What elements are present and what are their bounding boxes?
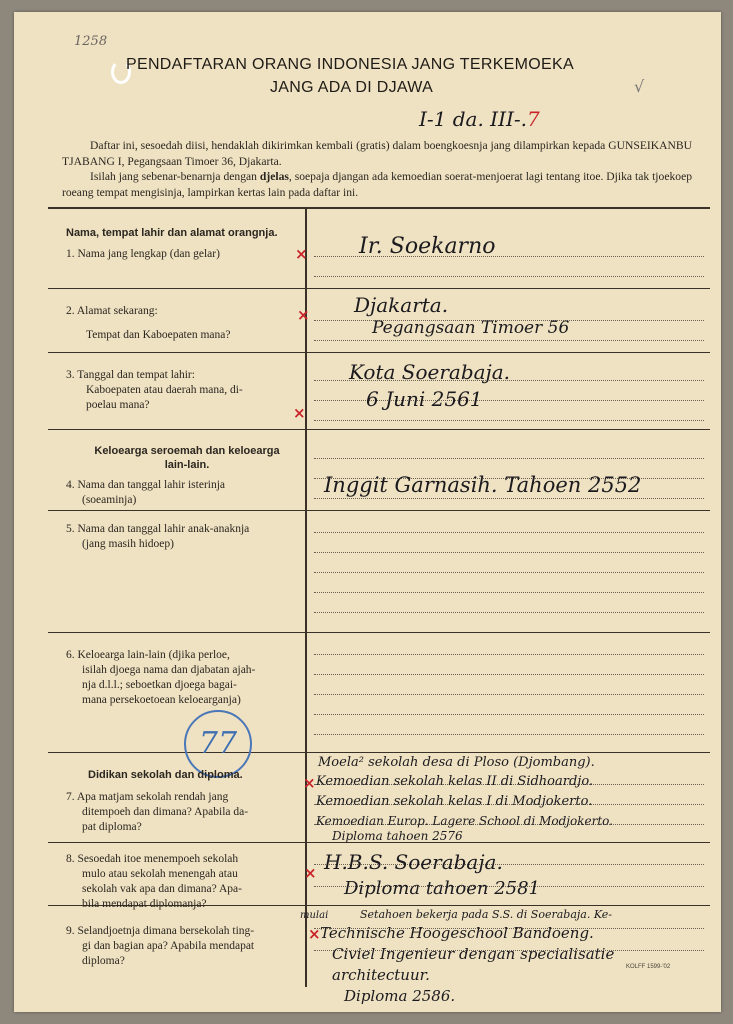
red-x-mark: × (308, 925, 321, 943)
answer-8-diploma: Diploma tahoen 2581 (344, 878, 540, 899)
form-page (14, 12, 721, 1012)
answer-line (314, 420, 704, 421)
check-mark: √ (634, 77, 645, 96)
question-3-label: 3. Tanggal dan tempat lahir: (66, 369, 195, 381)
answer-line (314, 552, 704, 553)
answer-7-line-2: Kemoedian sekolah kelas II di Sidhoardjo. (316, 774, 594, 789)
question-4-label: 4. Nama dan tanggal lahir isterinja (66, 479, 226, 491)
reference-number: I-1 da. III-.7 (419, 107, 540, 131)
question-9-sublabel: gi dan bagian apa? Apabila mendapat (82, 940, 255, 952)
answer-line (314, 694, 704, 695)
answer-line (314, 734, 704, 735)
answer-line (314, 458, 704, 459)
answer-9-line-3: Civiel Ingenieur dengan specialisatie (332, 945, 615, 963)
question-8-label: 8. Sesoedah itoe menempoeh sekolah (66, 853, 239, 865)
question-8-sublabel: mulo atau sekolah menengah atau (82, 868, 238, 880)
question-2-label: 2. Alamat sekarang: (66, 305, 158, 317)
row-rule (48, 510, 710, 511)
corner-note: 1258 (74, 34, 108, 49)
question-6-sublabel-3: mana persekoetoean keloearganja) (82, 694, 241, 706)
red-x-mark: × (297, 306, 310, 324)
question-6-label: 6. Keloearga lain-lain (djika perloe, (66, 649, 230, 661)
answer-line (314, 498, 704, 499)
intro-paragraph-2: Isilah jang sebenar-benarnja dengan djelas, soepaja djangan ada kemoedian soerat-menjoerat lagi tentang itoe. Djika tak tjoekoep roeang tempat mengisinja, lampirkan kertas lain pada daftar ini. (62, 170, 693, 199)
question-9-sublabel-2: diploma? (82, 955, 125, 967)
answer-9-line-4: architectuur. (332, 966, 430, 984)
question-9-label: 9. Selandjoetnja dimana bersekolah ting- (66, 925, 255, 937)
row-rule (48, 429, 710, 430)
red-x-mark: × (295, 245, 308, 263)
answer-9-line-2: Technische Hoogeschool Bandoeng. (320, 924, 594, 942)
section-heading-identity: Nama, tempat lahir dan alamat orangnja. (66, 227, 278, 239)
section-heading-education: Didikan sekolah dan diploma. (88, 769, 243, 781)
answer-line (314, 612, 704, 613)
section-heading-family-2: lain-lain. (164, 459, 210, 471)
table-top-rule (48, 207, 710, 209)
question-7-label: 7. Apa matjam sekolah rendah jang (66, 791, 229, 803)
row-rule (48, 752, 710, 753)
answer-7-line-1: Moela² sekolah desa di Ploso (Djombang). (318, 755, 595, 770)
answer-3-birthdate: 6 Juni 2561 (366, 387, 483, 411)
question-8-sublabel-3: bila mendapat diplomanja? (82, 898, 207, 910)
answer-7-line-4: Kemoedian Europ. Lagere School di Modjokerto. (316, 814, 613, 828)
answer-3-birthplace: Kota Soerabaja. (349, 360, 511, 384)
red-x-mark: × (303, 774, 316, 792)
question-3-sublabel-2: poelau mana? (86, 399, 150, 411)
question-1-label: 1. Nama jang lengkap (dan gelar) (66, 248, 220, 260)
intro-paragraph: Daftar ini, sesoedah diisi, hendaklah dikirimkan kembali (gratis) dalam boengkoesnja jang dilampirkan kepada GUNSEIKANBU TJABANG I, Pegangsaan Timoer 36, Djakarta. (62, 139, 692, 168)
answer-line (314, 340, 704, 341)
answer-7-line-3: Kemoedian sekolah kelas I di Modjokerto. (316, 794, 593, 809)
question-7-sublabel-2: pat diploma? (82, 821, 142, 833)
question-4-sublabel: (soeaminja) (82, 494, 137, 506)
answer-7-line-5: Diploma tahoen 2576 (332, 829, 463, 843)
title-line-1: PENDAFTARAN ORANG INDONESIA JANG TERKEMOEKA (126, 56, 574, 73)
question-5-sublabel: (jang masih hidoep) (82, 538, 174, 550)
red-x-mark: × (293, 404, 306, 422)
answer-9-line-5: Diploma 2586. (344, 987, 456, 1005)
question-5-label: 5. Nama dan tanggal lahir anak-anaknja (66, 523, 250, 535)
answer-line (314, 532, 704, 533)
answer-1-full-name: Ir. Soekarno (359, 234, 496, 259)
question-7-sublabel: ditempoeh dan dimana? Apabila da- (82, 806, 249, 818)
blue-pencil-stamp: 77 (184, 710, 252, 778)
row-rule (48, 632, 710, 633)
answer-line (314, 572, 704, 573)
answer-8-school: H.B.S. Soerabaja. (324, 850, 503, 874)
answer-4-spouse: Inggit Garnasih. Tahoen 2552 (324, 473, 642, 497)
answer-2-city: Djakarta. (354, 293, 449, 317)
answer-line (314, 714, 704, 715)
row-rule (48, 288, 710, 289)
row-rule (48, 352, 710, 353)
printer-mark: KOLFF 1599-'02 (626, 964, 671, 970)
answer-2-street: Pegangsaan Timoer 56 (372, 318, 570, 338)
answer-line (314, 654, 704, 655)
answer-line (314, 276, 704, 277)
question-2-sublabel: Tempat dan Kaboepaten mana? (86, 329, 231, 341)
section-heading-family: Keloearga seroemah dan keloearga (94, 445, 280, 457)
question-6-sublabel-2: nja d.l.l.; seboetkan djoega bagai- (82, 679, 237, 691)
answer-9-line-1: Setahoen bekerja pada S.S. di Soerabaja. Ke- (360, 908, 612, 921)
title-line-2: JANG ADA DI DJAWA (270, 79, 434, 96)
answer-line (314, 674, 704, 675)
question-6-sublabel: isilah djoega nama dan djabatan ajah- (82, 664, 256, 676)
answer-line (314, 592, 704, 593)
red-x-mark: × (304, 864, 317, 882)
question-8-sublabel-2: sekolah vak apa dan dimana? Apa- (82, 883, 242, 895)
answer-9-margin-note: mulai (300, 910, 329, 921)
question-3-sublabel: Kaboepaten atau daerah mana, di- (86, 384, 243, 396)
